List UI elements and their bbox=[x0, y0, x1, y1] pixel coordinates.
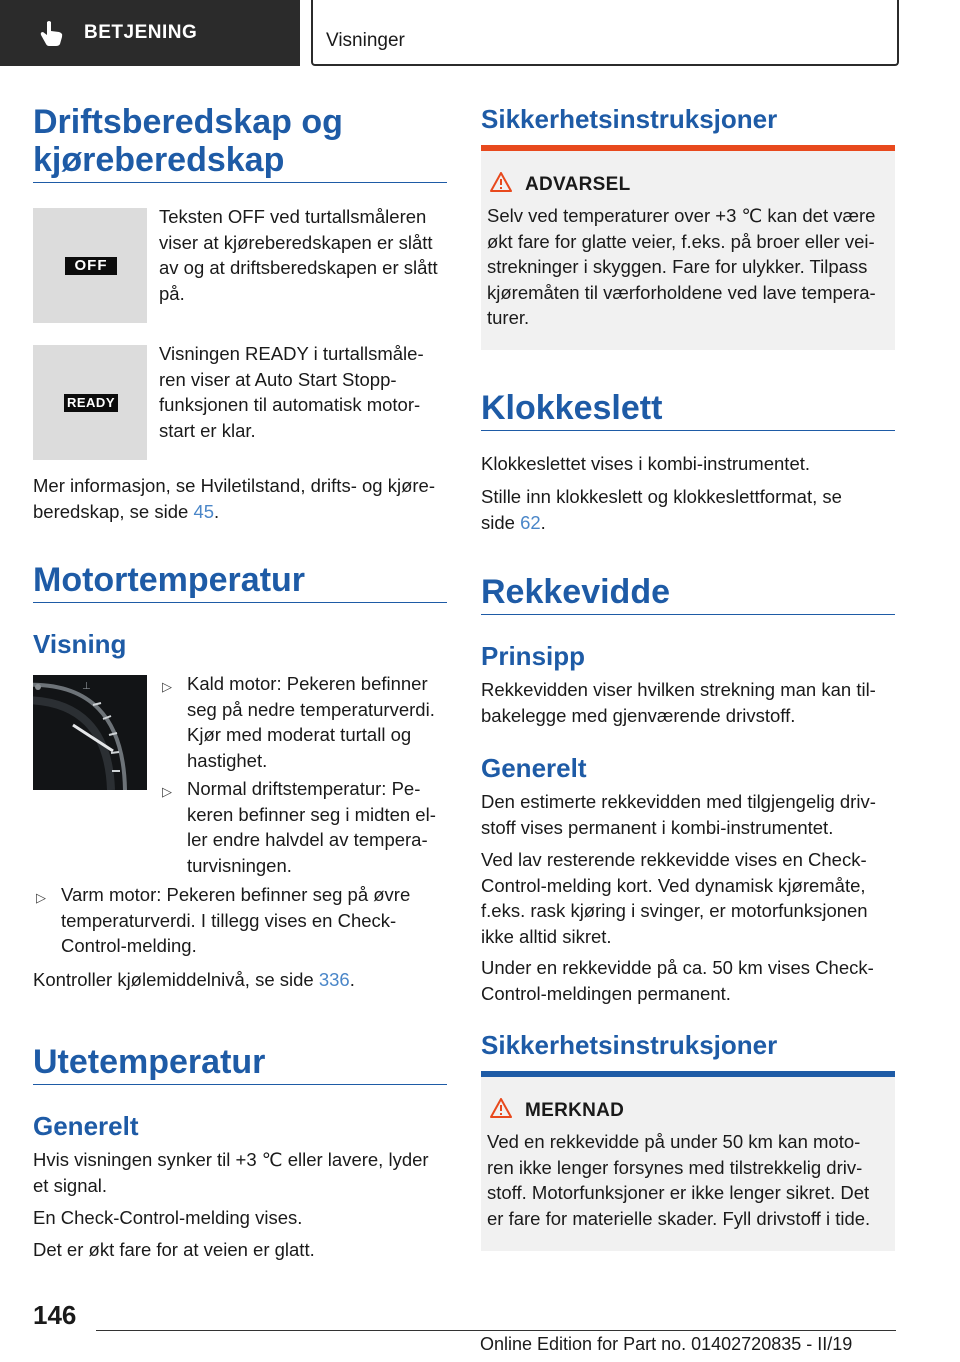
warning-triangle-icon bbox=[490, 1098, 512, 1118]
off-description: Teksten OFF ved turtallsmåleren viser at kjøreberedskapen er slått av og at driftsberedskapen er slått på. bbox=[159, 206, 438, 304]
visning-heading: Visning bbox=[33, 629, 127, 659]
off-display-image bbox=[33, 208, 147, 323]
more-info-text: Mer informasjon, se Hviletilstand, drifts- og kjøre- beredskap, se side 45. bbox=[33, 475, 435, 522]
heading-rule bbox=[481, 614, 895, 615]
sikk-heading: Sikkerhetsinstruksjoner bbox=[481, 104, 778, 134]
warning-label: ADVARSEL bbox=[525, 174, 631, 195]
hand-pointer-icon bbox=[40, 20, 64, 46]
drift-heading: Driftsberedskap og kjøreberedskap bbox=[33, 103, 343, 179]
rekke-paragraph-3: Under en rekkevidde på ca. 50 km vises Check- Control-meldingen permanent. bbox=[481, 957, 874, 1004]
notice-bar bbox=[481, 1071, 895, 1077]
svg-text:⊥: ⊥ bbox=[82, 681, 91, 692]
ute-paragraph-3: Det er økt fare for at veien er glatt. bbox=[33, 1239, 315, 1260]
heading-rule bbox=[481, 430, 895, 431]
section-tab bbox=[0, 0, 300, 66]
coolant-text: Kontroller kjølemiddelnivå, se side 336. bbox=[33, 969, 355, 990]
cold-engine-text: Kald motor: Pekeren befinner seg på nedre temperaturverdi. Kjør med moderat turtall og hastighet. bbox=[187, 673, 435, 771]
bullet-marker: ▷ bbox=[36, 890, 46, 905]
bullet-marker: ▷ bbox=[162, 679, 172, 694]
ready-description: Visningen READY i turtallsmåle- ren viser at Auto Start Stopp- funksjonen til automatisk motor- start er klar. bbox=[159, 343, 424, 441]
ready-display-image bbox=[33, 345, 147, 460]
rekke-paragraph-1: Den estimerte rekkevidden med tilgjengelig driv- stoff vises permanent i kombi-instrumentet. bbox=[481, 791, 876, 838]
page-link-62[interactable]: 62 bbox=[520, 511, 541, 533]
rekke-heading: Rekkevidde bbox=[481, 573, 670, 611]
page-number: 146 bbox=[33, 1300, 77, 1330]
temperature-gauge-image bbox=[33, 675, 147, 790]
heading-rule bbox=[33, 182, 447, 183]
sikk2-heading: Sikkerhetsinstruksjoner bbox=[481, 1030, 778, 1060]
generelt-heading-right: Generelt bbox=[481, 753, 587, 783]
warning-bar bbox=[481, 145, 895, 151]
prinsipp-paragraph: Rekkevidden viser hvilken strekning man kan til- bakelegge med gjenværende drivstoff. bbox=[481, 679, 876, 726]
ute-heading: Utetemperatur bbox=[33, 1043, 266, 1081]
warning-box bbox=[481, 145, 895, 350]
notice-box bbox=[481, 1071, 895, 1251]
footer-rule bbox=[96, 1330, 896, 1331]
klokke-heading: Klokkeslett bbox=[481, 389, 663, 427]
page-link-336[interactable]: 336 bbox=[318, 969, 350, 990]
warning-text: Selv ved temperaturer over +3 ℃ kan det være økt fare for glatte veier, f.eks. på broer eller vei- strekninger i skyggen. Fare for ulykker. Tilpass kjøremåten til værforholdene ved lave tempera- turer. bbox=[487, 205, 876, 328]
warning-triangle-icon bbox=[490, 172, 512, 192]
motor-heading: Motortemperatur bbox=[33, 561, 306, 599]
ready-badge: READY bbox=[64, 394, 118, 412]
klokke-paragraph-2: Stille inn klokkeslett og klokkeslettformat, se side 62. bbox=[481, 486, 842, 533]
edition-text: Online Edition for Part no. 01402720835 - II/19 bbox=[480, 1334, 853, 1354]
rekke-paragraph-2: Ved lav resterende rekkevidde vises en Check- Control-melding kort. Ved dynamisk kjøremåte, f.eks. rask kjøring i svinger, er motorfunksjonen ikke alltid sikret. bbox=[481, 849, 868, 947]
ute-paragraph-1: Hvis visningen synker til +3 ℃ eller lavere, lyder et signal. bbox=[33, 1149, 429, 1196]
heading-rule bbox=[33, 1084, 447, 1085]
hot-engine-text: Varm motor: Pekeren befinner seg på øvre temperaturverdi. I tillegg vises en Check- Control-melding. bbox=[61, 884, 411, 956]
page-link-45[interactable]: 45 bbox=[193, 500, 215, 522]
chapter-tab bbox=[311, 0, 899, 66]
normal-temp-text: Normal driftstemperatur: Pe- keren befinner seg i midten el- ler endre halvdel av tempera- turvisningen. bbox=[187, 778, 436, 876]
klokke-paragraph-1: Klokkeslettet vises i kombi-instrumentet. bbox=[481, 453, 811, 474]
chapter-name: Visninger bbox=[326, 30, 405, 51]
section-name: BETJENING bbox=[84, 22, 198, 43]
generelt-heading: Generelt bbox=[33, 1111, 139, 1141]
off-badge: OFF bbox=[65, 257, 117, 275]
heading-rule bbox=[33, 602, 447, 603]
page-header bbox=[0, 0, 960, 66]
notice-label: MERKNAD bbox=[525, 1100, 625, 1121]
notice-text: Ved en rekkevidde på under 50 km kan moto- ren ikke lenger forsynes med tilstrekkelig driv- stoff. Motorfunksjoner er ikke lenger sikret. Det er fare for materielle skader. Fyll drivstoff i tide. bbox=[487, 1131, 871, 1229]
prinsipp-heading: Prinsipp bbox=[481, 641, 586, 671]
bullet-marker: ▷ bbox=[162, 784, 172, 799]
ute-paragraph-2: En Check-Control-melding vises. bbox=[33, 1207, 303, 1228]
